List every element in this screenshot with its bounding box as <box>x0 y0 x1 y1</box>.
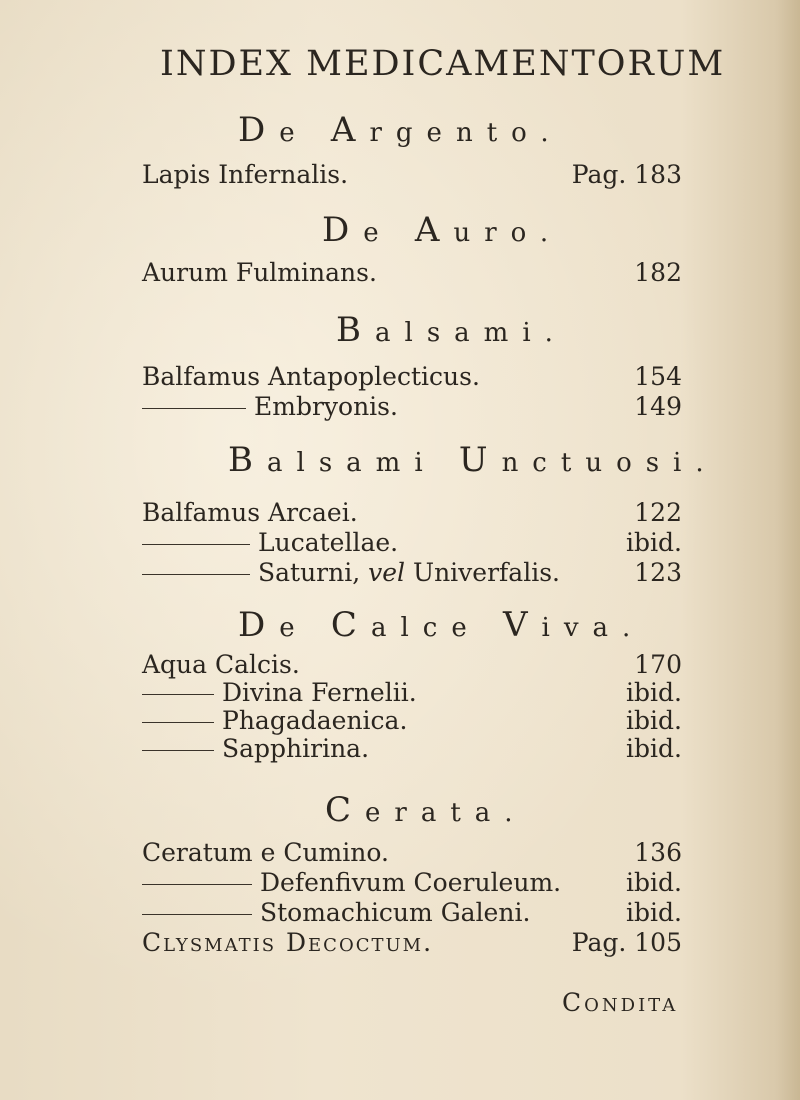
entry-name: Lucatellae. <box>258 528 399 557</box>
entry-name: Lapis Infernalis. <box>142 160 349 189</box>
ditto-dash <box>142 722 214 723</box>
entry-page: ibid. <box>626 868 682 897</box>
ditto-dash <box>142 750 214 751</box>
entry-page: ibid. <box>626 706 682 735</box>
entry-page: 149 <box>634 392 682 421</box>
entry-page: 136 <box>634 838 682 867</box>
entry-page: ibid. <box>626 678 682 707</box>
entry-name-smallcaps: Clysmatis Decoctum. <box>142 928 434 957</box>
entry-name: Univerfalis. <box>413 558 560 587</box>
entry-page: ibid. <box>626 528 682 557</box>
entry-page: 170 <box>634 650 682 679</box>
section-heading-balsami-unctuosi: Balsami Unctuosi. <box>228 440 718 480</box>
catchword: Condita <box>562 988 679 1017</box>
section-heading-de-argento: De Argento. <box>238 110 563 150</box>
entry-row-continued <box>142 898 530 927</box>
page-title: INDEX MEDICAMENTORUM <box>160 44 726 84</box>
section-heading-de-auro: De Auro. <box>322 210 563 250</box>
entry-row-continued <box>142 734 369 763</box>
entry-name: Embryonis. <box>254 392 398 421</box>
entry-name: Ceratum e Cumino. <box>142 838 389 867</box>
entry-name: Sapphirina. <box>222 734 370 763</box>
entry-row-continued <box>142 528 398 557</box>
entry-name: Stomachicum Galeni. <box>260 898 531 927</box>
entry-page: 123 <box>634 558 682 587</box>
section-heading-cerata: Cerata. <box>325 790 527 830</box>
entry-page: ibid. <box>626 734 682 763</box>
ditto-dash <box>142 884 252 885</box>
entry-row-continued <box>142 678 417 707</box>
ditto-dash <box>142 914 252 915</box>
entry-row-continued <box>142 706 407 735</box>
entry-row-continued <box>142 558 560 587</box>
entry-row-continued <box>142 868 561 897</box>
ditto-dash <box>142 574 250 575</box>
ditto-dash <box>142 544 250 545</box>
entry-name-italic: vel <box>368 558 406 587</box>
entry-page: 154 <box>634 362 682 391</box>
entry-name: Balfamus Arcaei. <box>142 498 358 527</box>
section-heading-de-calce-viva: De Calce Viva. <box>238 605 645 645</box>
ditto-dash <box>142 694 214 695</box>
section-heading-balsami: Balsami. <box>336 310 567 350</box>
entry-row-continued <box>142 392 398 421</box>
entry-name: Aqua Calcis. <box>142 650 300 679</box>
entry-page: 122 <box>634 498 682 527</box>
ditto-dash <box>142 408 246 409</box>
entry-page: Pag. 105 <box>571 928 682 957</box>
entry-name: Phagadaenica. <box>222 706 408 735</box>
entry-page: Pag. 183 <box>571 160 682 189</box>
entry-page: ibid. <box>626 898 682 927</box>
entry-name: Saturni, <box>258 558 361 587</box>
entry-name: Divina Fernelii. <box>222 678 417 707</box>
entry-name: Defenfivum Coeruleum. <box>260 868 562 897</box>
entry-name: Aurum Fulminans. <box>142 258 377 287</box>
entry-page: 182 <box>634 258 682 287</box>
entry-name: Balfamus Antapoplecticus. <box>142 362 480 391</box>
